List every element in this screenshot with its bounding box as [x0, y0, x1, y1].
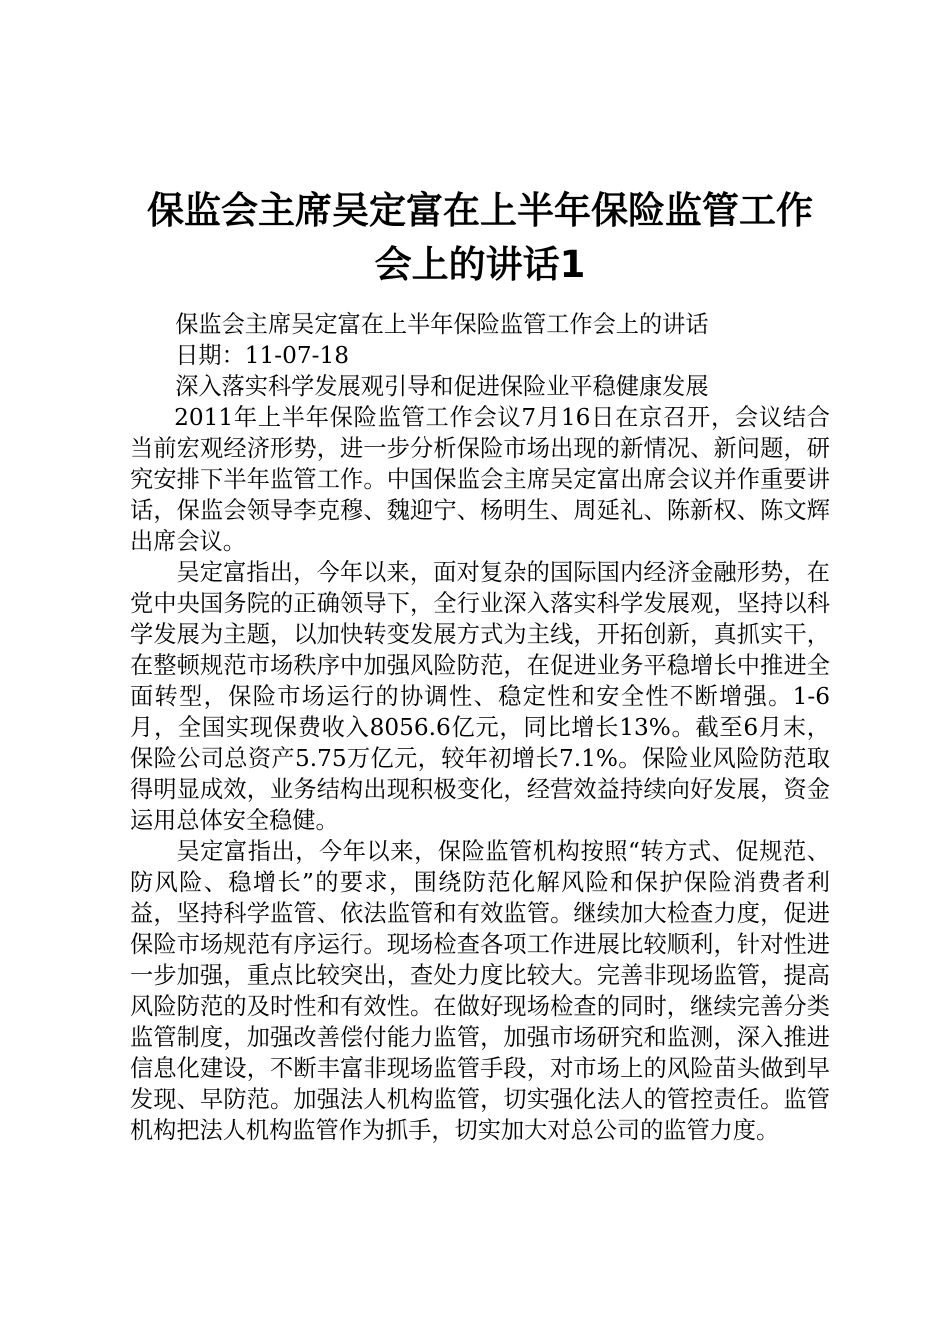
document-subtitle: 保监会主席吴定富在上半年保险监管工作会上的讲话 — [175, 311, 709, 338]
document-body — [130, 309, 830, 1146]
document-title: 保监会主席吴定富在上半年保险监管工作会上的讲话1 — [147, 189, 813, 286]
paragraph: 吴定富指出，今年以来，面对复杂的国际国内经济金融形势，在党中央国务院的正确领导下，全行业深入落实科学发展观，坚持以科学发展为主题，以加快转变发展方式为主线，开拓创新，真抓实干，在整顿规范市场秩序中加强风险防范，在促进业务平稳增长中推进全面转型，保险市场运行的协调性、稳定性和安全性不断增强。1-6月，全国实现保费收入8056.6亿元，同比增长13%。截至6月末，保险公司总资产5.75万亿元，较年初增长7.1%。保险业风险防范取得明显成效，业务结构出现积极变化，经营效益持续向好发展，资金运用总体安全稳健。 — [130, 559, 830, 834]
section-heading: 深入落实科学发展观引导和促进保险业平稳健康发展 — [175, 373, 709, 400]
paragraph: 2011年上半年保险监管工作会议7月16日在京召开，会议结合当前宏观经济形势，进一步分析保险市场出现的新情况、新问题，研究安排下半年监管工作。中国保监会主席吴定富出席会议并作重要讲话，保监会领导李克穆、魏迎宁、杨明生、周延礼、陈新权、陈文辉出席会议。 — [130, 404, 830, 555]
document-page — [130, 0, 830, 1146]
document-date: 日期：11-07-18 — [175, 342, 349, 369]
paragraph: 吴定富指出，今年以来，保险监管机构按照“转方式、促规范、防风险、稳增长”的要求，围绕防范化解风险和保护保险消费者利益，坚持科学监管、依法监管和有效监管。继续加大检查力度，促进保险市场规范有序运行。现场检查各项工作进展比较顺利，针对性进一步加强，重点比较突出，查处力度比较大。完善非现场监管，提高风险防范的及时性和有效性。在做好现场检查的同时，继续完善分类监管制度，加强改善偿付能力监管，加强市场研究和监测，深入推进信息化建设，不断丰富非现场监管手段，对市场上的风险苗头做到早发现、早防范。加强法人机构监管，切实强化法人的管控责任。监管机构把法人机构监管作为抓手，切实加大对总公司的监管力度。 — [130, 838, 830, 1144]
